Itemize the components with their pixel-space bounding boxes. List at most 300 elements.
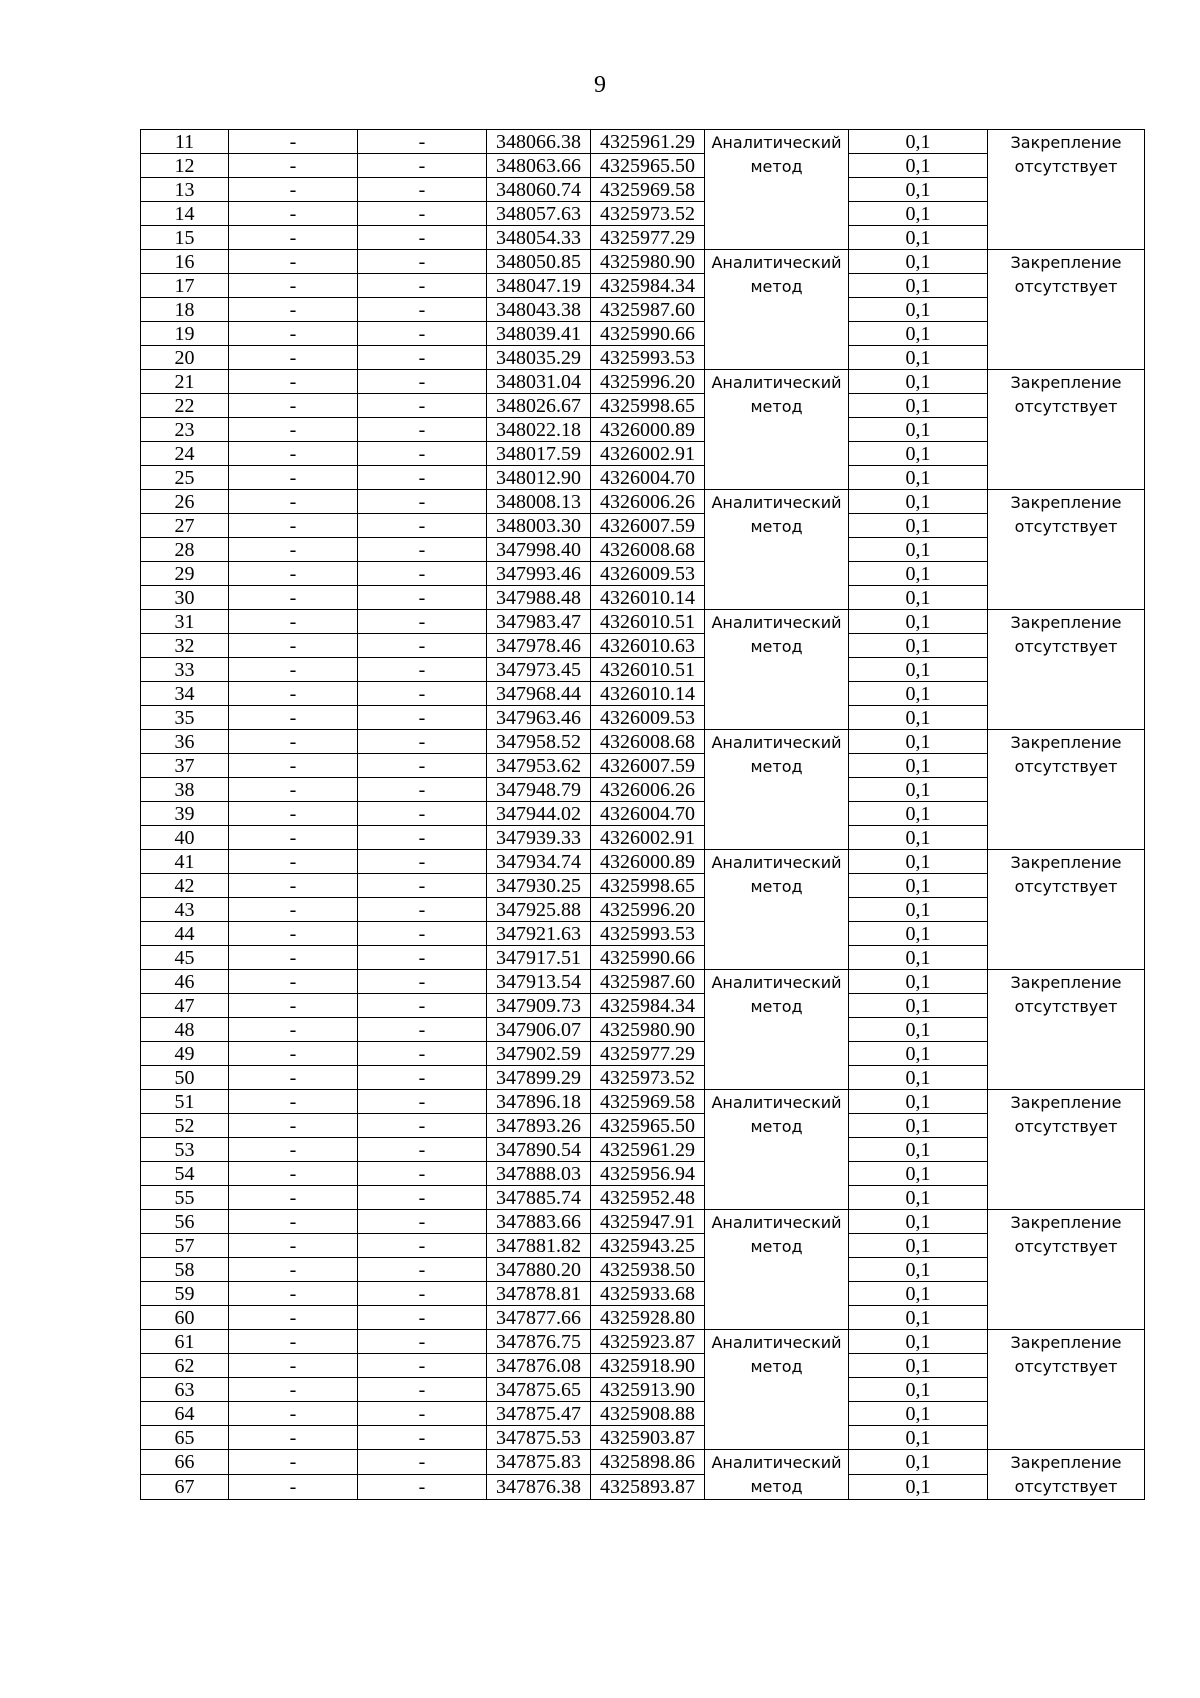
page-number: 9 <box>594 72 606 98</box>
dash-cell: - <box>229 418 358 442</box>
x-coordinate-cell: 348057.63 <box>487 202 591 226</box>
x-coordinate-cell: 348031.04 <box>487 370 591 394</box>
dash-cell: - <box>229 154 358 178</box>
x-coordinate-cell: 347906.07 <box>487 1018 591 1042</box>
table-row <box>141 730 1145 754</box>
x-coordinate-cell: 348022.18 <box>487 418 591 442</box>
y-coordinate-cell: 4325990.66 <box>591 322 705 346</box>
x-coordinate-cell: 347876.38 <box>487 1475 591 1500</box>
y-coordinate-cell: 4326007.59 <box>591 754 705 778</box>
dash-cell: - <box>358 610 487 634</box>
table-row <box>141 610 1145 634</box>
y-coordinate-cell: 4326010.51 <box>591 610 705 634</box>
dash-cell: - <box>358 1018 487 1042</box>
y-coordinate-cell: 4325928.80 <box>591 1306 705 1330</box>
x-coordinate-cell: 348012.90 <box>487 466 591 490</box>
dash-cell: - <box>358 682 487 706</box>
dash-cell: - <box>358 202 487 226</box>
point-number-cell: 39 <box>141 802 229 826</box>
accuracy-cell: 0,1 <box>849 706 988 730</box>
point-number-cell: 50 <box>141 1066 229 1090</box>
x-coordinate-cell: 348008.13 <box>487 490 591 514</box>
x-coordinate-cell: 348066.38 <box>487 130 591 154</box>
dash-cell: - <box>358 130 487 154</box>
point-number-cell: 62 <box>141 1354 229 1378</box>
dash-cell: - <box>229 994 358 1018</box>
point-number-cell: 14 <box>141 202 229 226</box>
x-coordinate-cell: 348063.66 <box>487 154 591 178</box>
x-coordinate-cell: 347875.53 <box>487 1426 591 1450</box>
point-number-cell: 17 <box>141 274 229 298</box>
dash-cell: - <box>229 178 358 202</box>
dash-cell: - <box>358 514 487 538</box>
point-number-cell: 41 <box>141 850 229 874</box>
accuracy-cell: 0,1 <box>849 370 988 394</box>
dash-cell: - <box>229 1066 358 1090</box>
dash-cell: - <box>229 1475 358 1500</box>
accuracy-cell: 0,1 <box>849 1354 988 1378</box>
x-coordinate-cell: 347885.74 <box>487 1186 591 1210</box>
point-number-cell: 60 <box>141 1306 229 1330</box>
dash-cell: - <box>229 1258 358 1282</box>
point-number-cell: 54 <box>141 1162 229 1186</box>
y-coordinate-cell: 4325938.50 <box>591 1258 705 1282</box>
point-number-cell: 46 <box>141 970 229 994</box>
accuracy-cell: 0,1 <box>849 1066 988 1090</box>
x-coordinate-cell: 347876.08 <box>487 1354 591 1378</box>
dash-cell: - <box>358 850 487 874</box>
x-coordinate-cell: 348050.85 <box>487 250 591 274</box>
dash-cell: - <box>229 346 358 370</box>
x-coordinate-cell: 347925.88 <box>487 898 591 922</box>
dash-cell: - <box>358 1162 487 1186</box>
point-number-cell: 33 <box>141 658 229 682</box>
accuracy-cell: 0,1 <box>849 682 988 706</box>
accuracy-cell: 0,1 <box>849 802 988 826</box>
y-coordinate-cell: 4325965.50 <box>591 1114 705 1138</box>
point-number-cell: 27 <box>141 514 229 538</box>
dash-cell: - <box>229 442 358 466</box>
accuracy-cell: 0,1 <box>849 610 988 634</box>
accuracy-cell: 0,1 <box>849 346 988 370</box>
dash-cell: - <box>358 1066 487 1090</box>
accuracy-cell: 0,1 <box>849 1162 988 1186</box>
point-number-cell: 58 <box>141 1258 229 1282</box>
point-number-cell: 21 <box>141 370 229 394</box>
x-coordinate-cell: 347902.59 <box>487 1042 591 1066</box>
point-number-cell: 55 <box>141 1186 229 1210</box>
x-coordinate-cell: 347930.25 <box>487 874 591 898</box>
x-coordinate-cell: 347875.83 <box>487 1450 591 1475</box>
dash-cell: - <box>358 802 487 826</box>
point-number-cell: 44 <box>141 922 229 946</box>
y-coordinate-cell: 4325969.58 <box>591 1090 705 1114</box>
accuracy-cell: 0,1 <box>849 1114 988 1138</box>
accuracy-cell: 0,1 <box>849 1450 988 1475</box>
accuracy-cell: 0,1 <box>849 490 988 514</box>
x-coordinate-cell: 347899.29 <box>487 1066 591 1090</box>
point-number-cell: 34 <box>141 682 229 706</box>
x-coordinate-cell: 347876.75 <box>487 1330 591 1354</box>
y-coordinate-cell: 4325984.34 <box>591 994 705 1018</box>
point-number-cell: 61 <box>141 1330 229 1354</box>
accuracy-cell: 0,1 <box>849 994 988 1018</box>
y-coordinate-cell: 4325923.87 <box>591 1330 705 1354</box>
y-coordinate-cell: 4326006.26 <box>591 490 705 514</box>
dash-cell: - <box>229 610 358 634</box>
x-coordinate-cell: 347921.63 <box>487 922 591 946</box>
x-coordinate-cell: 348054.33 <box>487 226 591 250</box>
y-coordinate-cell: 4325956.94 <box>591 1162 705 1186</box>
table-row <box>141 250 1145 274</box>
y-coordinate-cell: 4326002.91 <box>591 826 705 850</box>
dash-cell: - <box>358 634 487 658</box>
accuracy-cell: 0,1 <box>849 658 988 682</box>
dash-cell: - <box>358 946 487 970</box>
dash-cell: - <box>229 130 358 154</box>
dash-cell: - <box>358 586 487 610</box>
x-coordinate-cell: 347883.66 <box>487 1210 591 1234</box>
accuracy-cell: 0,1 <box>849 226 988 250</box>
dash-cell: - <box>229 1018 358 1042</box>
x-coordinate-cell: 348017.59 <box>487 442 591 466</box>
y-coordinate-cell: 4326009.53 <box>591 706 705 730</box>
accuracy-cell: 0,1 <box>849 322 988 346</box>
dash-cell: - <box>229 490 358 514</box>
table-row <box>141 1090 1145 1114</box>
dash-cell: - <box>358 226 487 250</box>
dash-cell: - <box>229 274 358 298</box>
accuracy-cell: 0,1 <box>849 898 988 922</box>
point-number-cell: 32 <box>141 634 229 658</box>
accuracy-cell: 0,1 <box>849 970 988 994</box>
method-cell: Аналитический метод <box>705 1450 849 1500</box>
point-number-cell: 29 <box>141 562 229 586</box>
x-coordinate-cell: 347909.73 <box>487 994 591 1018</box>
method-cell: Аналитический метод <box>705 850 849 970</box>
fixation-cell: Закрепление отсутствует <box>988 1090 1145 1210</box>
x-coordinate-cell: 347973.45 <box>487 658 591 682</box>
fixation-cell: Закрепление отсутствует <box>988 1210 1145 1330</box>
dash-cell: - <box>358 1090 487 1114</box>
dash-cell: - <box>358 562 487 586</box>
point-number-cell: 20 <box>141 346 229 370</box>
y-coordinate-cell: 4325998.65 <box>591 874 705 898</box>
fixation-cell: Закрепление отсутствует <box>988 970 1145 1090</box>
y-coordinate-cell: 4325996.20 <box>591 370 705 394</box>
dash-cell: - <box>229 802 358 826</box>
dash-cell: - <box>358 1234 487 1258</box>
x-coordinate-cell: 347890.54 <box>487 1138 591 1162</box>
dash-cell: - <box>229 1186 358 1210</box>
accuracy-cell: 0,1 <box>849 418 988 442</box>
fixation-cell: Закрепление отсутствует <box>988 1330 1145 1450</box>
y-coordinate-cell: 4325980.90 <box>591 1018 705 1042</box>
point-number-cell: 48 <box>141 1018 229 1042</box>
dash-cell: - <box>358 1354 487 1378</box>
accuracy-cell: 0,1 <box>849 442 988 466</box>
accuracy-cell: 0,1 <box>849 1426 988 1450</box>
accuracy-cell: 0,1 <box>849 1330 988 1354</box>
dash-cell: - <box>358 178 487 202</box>
point-number-cell: 12 <box>141 154 229 178</box>
y-coordinate-cell: 4325952.48 <box>591 1186 705 1210</box>
point-number-cell: 28 <box>141 538 229 562</box>
dash-cell: - <box>358 1138 487 1162</box>
point-number-cell: 18 <box>141 298 229 322</box>
accuracy-cell: 0,1 <box>849 1475 988 1500</box>
dash-cell: - <box>229 1450 358 1475</box>
dash-cell: - <box>358 418 487 442</box>
table-row <box>141 1210 1145 1234</box>
accuracy-cell: 0,1 <box>849 154 988 178</box>
dash-cell: - <box>358 778 487 802</box>
point-number-cell: 38 <box>141 778 229 802</box>
fixation-cell: Закрепление отсутствует <box>988 370 1145 490</box>
y-coordinate-cell: 4325987.60 <box>591 970 705 994</box>
y-coordinate-cell: 4326008.68 <box>591 730 705 754</box>
point-number-cell: 19 <box>141 322 229 346</box>
method-cell: Аналитический метод <box>705 130 849 250</box>
y-coordinate-cell: 4326010.51 <box>591 658 705 682</box>
dash-cell: - <box>358 298 487 322</box>
point-number-cell: 30 <box>141 586 229 610</box>
x-coordinate-cell: 347934.74 <box>487 850 591 874</box>
accuracy-cell: 0,1 <box>849 1282 988 1306</box>
dash-cell: - <box>229 922 358 946</box>
y-coordinate-cell: 4326010.14 <box>591 586 705 610</box>
accuracy-cell: 0,1 <box>849 394 988 418</box>
point-number-cell: 49 <box>141 1042 229 1066</box>
dash-cell: - <box>229 1114 358 1138</box>
dash-cell: - <box>358 394 487 418</box>
dash-cell: - <box>229 562 358 586</box>
accuracy-cell: 0,1 <box>849 202 988 226</box>
accuracy-cell: 0,1 <box>849 1018 988 1042</box>
dash-cell: - <box>229 658 358 682</box>
dash-cell: - <box>229 1426 358 1450</box>
x-coordinate-cell: 347968.44 <box>487 682 591 706</box>
dash-cell: - <box>358 1258 487 1282</box>
accuracy-cell: 0,1 <box>849 1258 988 1282</box>
x-coordinate-cell: 348047.19 <box>487 274 591 298</box>
point-number-cell: 53 <box>141 1138 229 1162</box>
dash-cell: - <box>229 586 358 610</box>
y-coordinate-cell: 4325993.53 <box>591 346 705 370</box>
point-number-cell: 16 <box>141 250 229 274</box>
y-coordinate-cell: 4325980.90 <box>591 250 705 274</box>
dash-cell: - <box>358 442 487 466</box>
dash-cell: - <box>358 1450 487 1475</box>
x-coordinate-cell: 347878.81 <box>487 1282 591 1306</box>
dash-cell: - <box>229 322 358 346</box>
point-number-cell: 63 <box>141 1378 229 1402</box>
x-coordinate-cell: 348026.67 <box>487 394 591 418</box>
table-row <box>141 970 1145 994</box>
dash-cell: - <box>358 1114 487 1138</box>
dash-cell: - <box>358 1042 487 1066</box>
dash-cell: - <box>358 466 487 490</box>
fixation-cell: Закрепление отсутствует <box>988 1450 1145 1500</box>
point-number-cell: 40 <box>141 826 229 850</box>
dash-cell: - <box>229 874 358 898</box>
y-coordinate-cell: 4325977.29 <box>591 1042 705 1066</box>
x-coordinate-cell: 347993.46 <box>487 562 591 586</box>
accuracy-cell: 0,1 <box>849 562 988 586</box>
x-coordinate-cell: 347953.62 <box>487 754 591 778</box>
y-coordinate-cell: 4326004.70 <box>591 466 705 490</box>
method-cell: Аналитический метод <box>705 970 849 1090</box>
dash-cell: - <box>358 250 487 274</box>
x-coordinate-cell: 347881.82 <box>487 1234 591 1258</box>
x-coordinate-cell: 347944.02 <box>487 802 591 826</box>
dash-cell: - <box>229 850 358 874</box>
accuracy-cell: 0,1 <box>849 130 988 154</box>
table-row <box>141 130 1145 154</box>
dash-cell: - <box>358 322 487 346</box>
dash-cell: - <box>358 706 487 730</box>
point-number-cell: 51 <box>141 1090 229 1114</box>
fixation-cell: Закрепление отсутствует <box>988 850 1145 970</box>
y-coordinate-cell: 4325961.29 <box>591 1138 705 1162</box>
x-coordinate-cell: 348035.29 <box>487 346 591 370</box>
y-coordinate-cell: 4325977.29 <box>591 226 705 250</box>
y-coordinate-cell: 4326004.70 <box>591 802 705 826</box>
y-coordinate-cell: 4325973.52 <box>591 1066 705 1090</box>
method-cell: Аналитический метод <box>705 730 849 850</box>
accuracy-cell: 0,1 <box>849 922 988 946</box>
dash-cell: - <box>229 298 358 322</box>
y-coordinate-cell: 4325933.68 <box>591 1282 705 1306</box>
method-cell: Аналитический метод <box>705 1210 849 1330</box>
accuracy-cell: 0,1 <box>849 514 988 538</box>
method-cell: Аналитический метод <box>705 250 849 370</box>
x-coordinate-cell: 347988.48 <box>487 586 591 610</box>
x-coordinate-cell: 347896.18 <box>487 1090 591 1114</box>
x-coordinate-cell: 347917.51 <box>487 946 591 970</box>
point-number-cell: 45 <box>141 946 229 970</box>
y-coordinate-cell: 4326009.53 <box>591 562 705 586</box>
y-coordinate-cell: 4325893.87 <box>591 1475 705 1500</box>
y-coordinate-cell: 4325908.88 <box>591 1402 705 1426</box>
accuracy-cell: 0,1 <box>849 586 988 610</box>
method-cell: Аналитический метод <box>705 1330 849 1450</box>
method-cell: Аналитический метод <box>705 1090 849 1210</box>
accuracy-cell: 0,1 <box>849 874 988 898</box>
y-coordinate-cell: 4325913.90 <box>591 1378 705 1402</box>
dash-cell: - <box>229 1378 358 1402</box>
accuracy-cell: 0,1 <box>849 250 988 274</box>
fixation-cell: Закрепление отсутствует <box>988 250 1145 370</box>
x-coordinate-cell: 347998.40 <box>487 538 591 562</box>
table-row <box>141 370 1145 394</box>
dash-cell: - <box>229 1162 358 1186</box>
point-number-cell: 23 <box>141 418 229 442</box>
accuracy-cell: 0,1 <box>849 1210 988 1234</box>
y-coordinate-cell: 4325969.58 <box>591 178 705 202</box>
dash-cell: - <box>358 1306 487 1330</box>
point-number-cell: 47 <box>141 994 229 1018</box>
x-coordinate-cell: 348003.30 <box>487 514 591 538</box>
x-coordinate-cell: 347963.46 <box>487 706 591 730</box>
y-coordinate-cell: 4325961.29 <box>591 130 705 154</box>
dash-cell: - <box>358 1186 487 1210</box>
x-coordinate-cell: 347893.26 <box>487 1114 591 1138</box>
dash-cell: - <box>358 994 487 1018</box>
x-coordinate-cell: 347880.20 <box>487 1258 591 1282</box>
point-number-cell: 52 <box>141 1114 229 1138</box>
accuracy-cell: 0,1 <box>849 538 988 562</box>
table-row <box>141 850 1145 874</box>
dash-cell: - <box>358 346 487 370</box>
method-cell: Аналитический метод <box>705 490 849 610</box>
accuracy-cell: 0,1 <box>849 1138 988 1162</box>
accuracy-cell: 0,1 <box>849 634 988 658</box>
y-coordinate-cell: 4325990.66 <box>591 946 705 970</box>
x-coordinate-cell: 347913.54 <box>487 970 591 994</box>
point-number-cell: 59 <box>141 1282 229 1306</box>
point-number-cell: 35 <box>141 706 229 730</box>
dash-cell: - <box>358 1210 487 1234</box>
y-coordinate-cell: 4325947.91 <box>591 1210 705 1234</box>
dash-cell: - <box>358 538 487 562</box>
accuracy-cell: 0,1 <box>849 826 988 850</box>
dash-cell: - <box>229 202 358 226</box>
dash-cell: - <box>229 634 358 658</box>
y-coordinate-cell: 4325965.50 <box>591 154 705 178</box>
dash-cell: - <box>358 970 487 994</box>
y-coordinate-cell: 4325996.20 <box>591 898 705 922</box>
accuracy-cell: 0,1 <box>849 1402 988 1426</box>
dash-cell: - <box>229 754 358 778</box>
dash-cell: - <box>229 970 358 994</box>
dash-cell: - <box>229 1234 358 1258</box>
dash-cell: - <box>358 370 487 394</box>
dash-cell: - <box>229 466 358 490</box>
dash-cell: - <box>229 682 358 706</box>
dash-cell: - <box>358 754 487 778</box>
fixation-cell: Закрепление отсутствует <box>988 730 1145 850</box>
accuracy-cell: 0,1 <box>849 1090 988 1114</box>
point-number-cell: 42 <box>141 874 229 898</box>
fixation-cell: Закрепление отсутствует <box>988 490 1145 610</box>
dash-cell: - <box>229 946 358 970</box>
dash-cell: - <box>229 730 358 754</box>
accuracy-cell: 0,1 <box>849 274 988 298</box>
dash-cell: - <box>358 1402 487 1426</box>
dash-cell: - <box>229 778 358 802</box>
dash-cell: - <box>358 826 487 850</box>
point-number-cell: 67 <box>141 1475 229 1500</box>
x-coordinate-cell: 347877.66 <box>487 1306 591 1330</box>
coordinates-table <box>140 129 1145 1500</box>
y-coordinate-cell: 4326006.26 <box>591 778 705 802</box>
accuracy-cell: 0,1 <box>849 778 988 802</box>
dash-cell: - <box>229 370 358 394</box>
y-coordinate-cell: 4325943.25 <box>591 1234 705 1258</box>
accuracy-cell: 0,1 <box>849 466 988 490</box>
x-coordinate-cell: 348039.41 <box>487 322 591 346</box>
x-coordinate-cell: 348060.74 <box>487 178 591 202</box>
dash-cell: - <box>229 826 358 850</box>
point-number-cell: 37 <box>141 754 229 778</box>
x-coordinate-cell: 347875.65 <box>487 1378 591 1402</box>
dash-cell: - <box>358 1426 487 1450</box>
dash-cell: - <box>229 898 358 922</box>
dash-cell: - <box>229 394 358 418</box>
dash-cell: - <box>358 1475 487 1500</box>
dash-cell: - <box>358 1330 487 1354</box>
